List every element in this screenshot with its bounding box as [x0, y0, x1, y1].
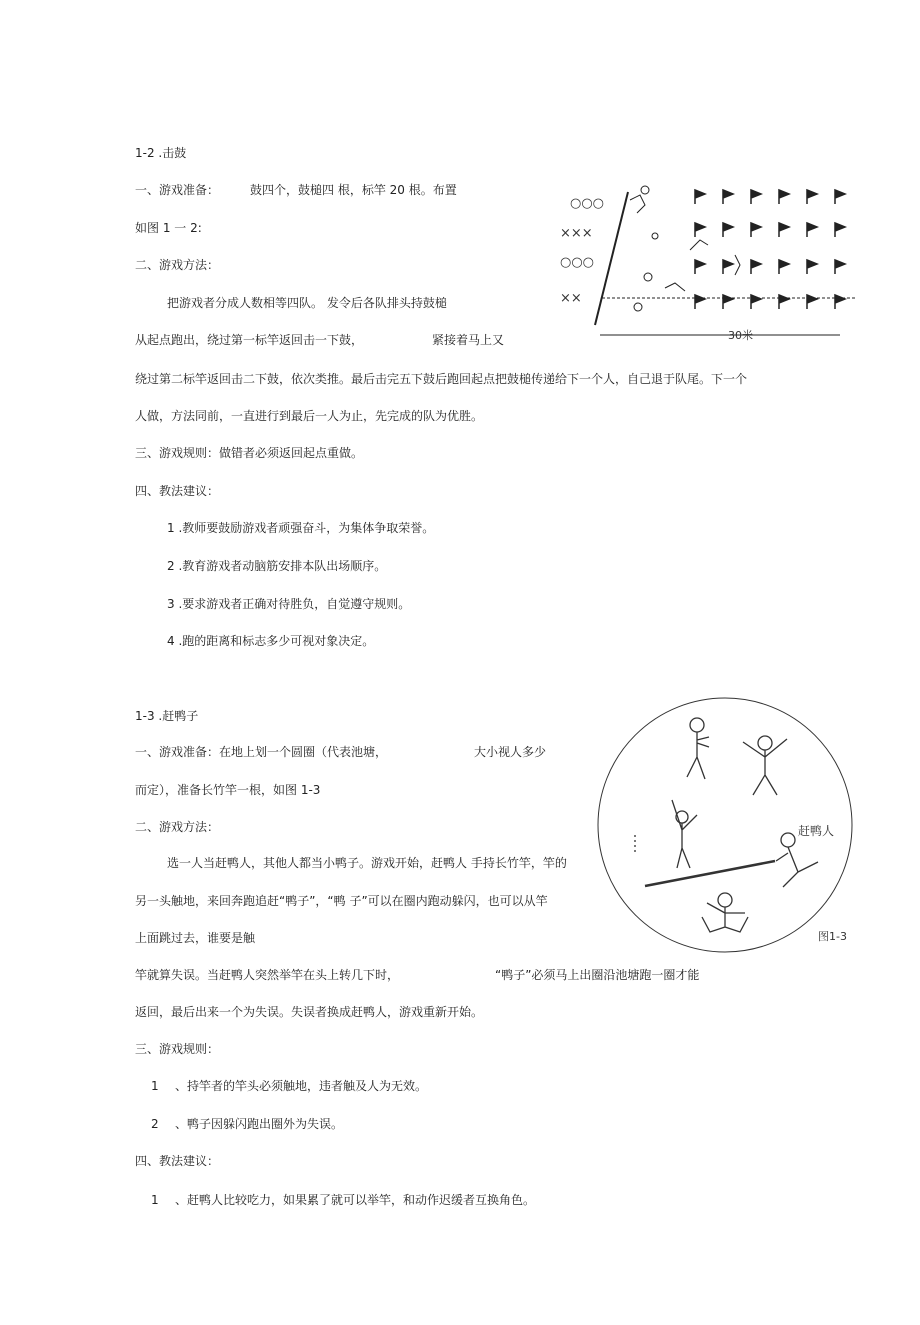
method-label: 二、游戏方法：	[135, 820, 220, 834]
flag-icon	[723, 223, 733, 237]
advice-item: 4 .跑的距离和标志多少可视对象决定。	[167, 634, 375, 648]
svg-text:○○○: ○○○	[560, 255, 595, 270]
prep-text: 鼓四个，鼓槌四 根，标竿 20 根。布置	[250, 183, 457, 197]
flag-icon	[807, 295, 817, 309]
advice-item: 2 .教育游戏者动脑筋安排本队出场顺序。	[167, 559, 387, 573]
method-text: 选一人当赶鸭人，其他人都当小鸭子。游戏开始，赶鸭人 手持长竹竿，竿的	[167, 856, 567, 870]
rule-number: 2	[151, 1117, 159, 1131]
flag-icon	[723, 190, 733, 204]
flag-icon	[751, 223, 761, 237]
flag-icon	[807, 223, 817, 237]
chaser-label: 赶鸭人	[798, 824, 835, 838]
flag-icon	[695, 223, 705, 237]
flag-icon	[779, 260, 789, 274]
flag-icon	[779, 295, 789, 309]
flag-icon	[695, 260, 705, 274]
method-text: 竿就算失误。当赶鸭人突然举竿在头上转几下时，	[135, 968, 400, 982]
flag-icon	[835, 223, 845, 237]
method-text: “鸭子”必须马上出圈沿池塘跑一圈才能	[495, 968, 700, 982]
section-title: 1-2 .击鼓	[135, 146, 187, 160]
figure-1-3	[590, 695, 870, 965]
figure-1-2	[550, 170, 870, 350]
method-text: 紧接着马上又	[432, 333, 505, 347]
prep-text: 大小视人多少	[474, 745, 547, 759]
rule-label: 三、游戏规则：	[135, 1042, 220, 1056]
advice-item: 1 .教师要鼓励游戏者顽强奋斗，为集体争取荣誉。	[167, 521, 435, 535]
rule-text: 、持竿者的竿头必须触地，违者触及人为无效。	[175, 1079, 428, 1093]
flag-icon	[695, 190, 705, 204]
flag-icon	[695, 295, 705, 309]
rule-number: 1	[151, 1079, 159, 1093]
method-text: 返回，最后出来一个为失误。失误者换成赶鸭人，游戏重新开始。	[135, 1005, 484, 1019]
flag-icon	[807, 190, 817, 204]
rule-text: 三、游戏规则：做错者必须返回起点重做。	[135, 446, 364, 460]
section-title: 1-3 .赶鸭子	[135, 709, 199, 723]
distance-label: 30米	[728, 329, 753, 342]
flag-icon	[835, 295, 845, 309]
flag-icon	[723, 295, 733, 309]
prep-text: 而定），准备长竹竿一根，如图 1-3	[135, 783, 321, 797]
svg-text:×××: ×××	[560, 226, 593, 241]
flag-icon	[779, 190, 789, 204]
method-text: 人做，方法同前，一直进行到最后一人为止，先完成的队为优胜。	[135, 409, 484, 423]
prep-figure-ref: 如图 1 一 2:	[135, 221, 202, 235]
flag-icon	[807, 260, 817, 274]
svg-text:××: ××	[560, 291, 582, 306]
flag-icon	[779, 223, 789, 237]
method-label: 二、游戏方法：	[135, 258, 220, 272]
svg-text:○○○: ○○○	[570, 196, 605, 211]
prep-label: 一、游戏准备：	[135, 183, 220, 197]
method-text: 把游戏者分成人数相等四队。 发令后各队排头持鼓槌	[167, 296, 447, 310]
advice-number: 1	[151, 1193, 159, 1207]
figure-caption: 图1-3	[818, 930, 847, 943]
advice-item: 、赶鸭人比较吃力，如果累了就可以举竿，和动作迟缓者互换角色。	[175, 1193, 536, 1207]
method-text: 绕过第二标竿返回击二下鼓，依次类推。最后击完五下鼓后跑回起点把鼓槌传递给下一个人，自己退于队尾。下一个	[135, 372, 748, 386]
method-text: 从起点跑出，绕过第一标竿返回击一下鼓，	[135, 333, 364, 347]
flag-icon	[835, 190, 845, 204]
flag-icon	[751, 190, 761, 204]
advice-label: 四、教法建议：	[135, 1154, 220, 1168]
flag-icon	[723, 260, 733, 274]
advice-item: 3 .要求游戏者正确对待胜负，自觉遵守规则。	[167, 597, 411, 611]
prep-text: 一、游戏准备：在地上划一个圆圈（代表池塘，	[135, 745, 388, 759]
advice-label: 四、教法建议：	[135, 484, 220, 498]
flag-icon	[751, 295, 761, 309]
flag-icon	[751, 260, 761, 274]
flag-icon	[835, 260, 845, 274]
method-text: 上面跳过去，谁要是触	[135, 931, 256, 945]
method-text: 另一头触地，来回奔跑追赶“鸭子”，“鸭 子”可以在圈内跑动躲闪，也可以从竿	[135, 894, 548, 908]
rule-text: 、鸭子因躲闪跑出圈外为失误。	[175, 1117, 344, 1131]
